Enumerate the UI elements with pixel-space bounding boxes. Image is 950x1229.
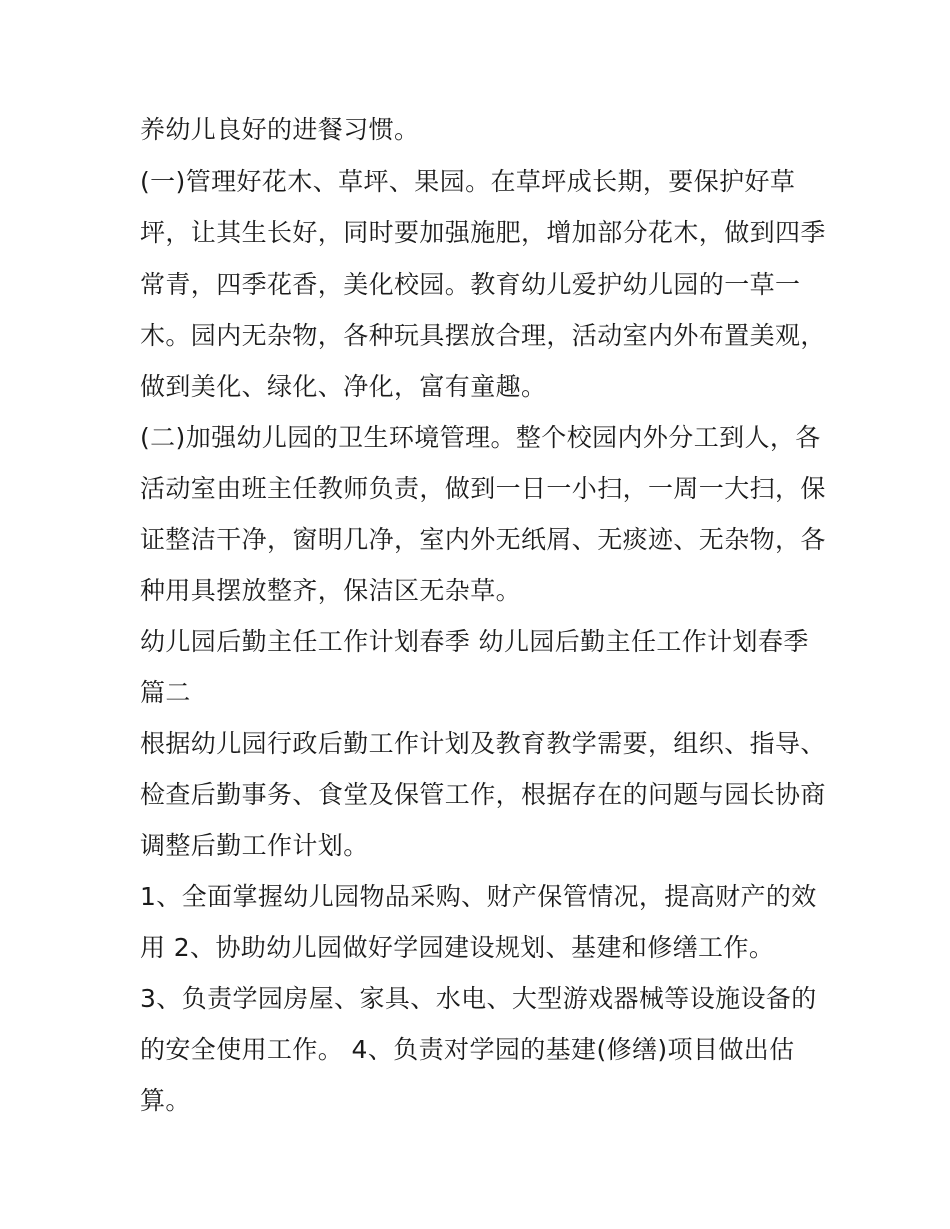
text-line: 证整洁干净，窗明几净，室内外无纸屑、无痰迹、无杂物，各 bbox=[140, 525, 826, 554]
text-line: 根据幼儿园行政后勤工作计划及教育教学需要，组织、指导、 bbox=[140, 729, 826, 758]
text-line: 坪，让其生长好，同时要加强施肥，增加部分花木，做到四季 bbox=[140, 218, 826, 247]
text-line: 活动室由班主任教师负责，做到一日一小扫，一周一大扫，保 bbox=[140, 474, 826, 503]
text-line: 做到美化、绿化、净化，富有童趣。 bbox=[140, 372, 547, 401]
text-line: 算。 bbox=[140, 1086, 191, 1115]
text-line: 1、全面掌握幼儿园物品采购、财产保管情况，提高财产的效 bbox=[140, 882, 817, 911]
text-line: 常青，四季花香，美化校园。教育幼儿爱护幼儿园的一草一 bbox=[140, 270, 801, 299]
section-heading: 幼儿园后勤主任工作计划春季 幼儿园后勤主任工作计划春季 bbox=[140, 627, 809, 656]
text-line: (二)加强幼儿园的卫生环境管理。整个校园内外分工到人，各 bbox=[140, 423, 821, 452]
text-line: 的安全使用工作。 4、负责对学园的基建(修缮)项目做出估 bbox=[140, 1035, 795, 1064]
text-line: 养幼儿良好的进餐习惯。 bbox=[140, 115, 420, 144]
text-line: 木。园内无杂物，各种玩具摆放合理，活动室内外布置美观， bbox=[140, 321, 826, 350]
text-line: 种用具摆放整齐，保洁区无杂草。 bbox=[140, 576, 522, 605]
text-line: 用 2、协助幼儿园做好学园建设规划、基建和修缮工作。 bbox=[140, 933, 775, 962]
text-line: (一)管理好花木、草坪、果园。在草坪成长期，要保护好草 bbox=[140, 167, 796, 196]
text-line: 3、负责学园房屋、家具、水电、大型游戏器械等设施设备的 bbox=[140, 984, 817, 1013]
section-heading: 篇二 bbox=[140, 678, 191, 707]
text-line: 调整后勤工作计划。 bbox=[140, 831, 369, 860]
text-line: 检查后勤事务、食堂及保管工作，根据存在的问题与园长协商 bbox=[140, 780, 826, 809]
